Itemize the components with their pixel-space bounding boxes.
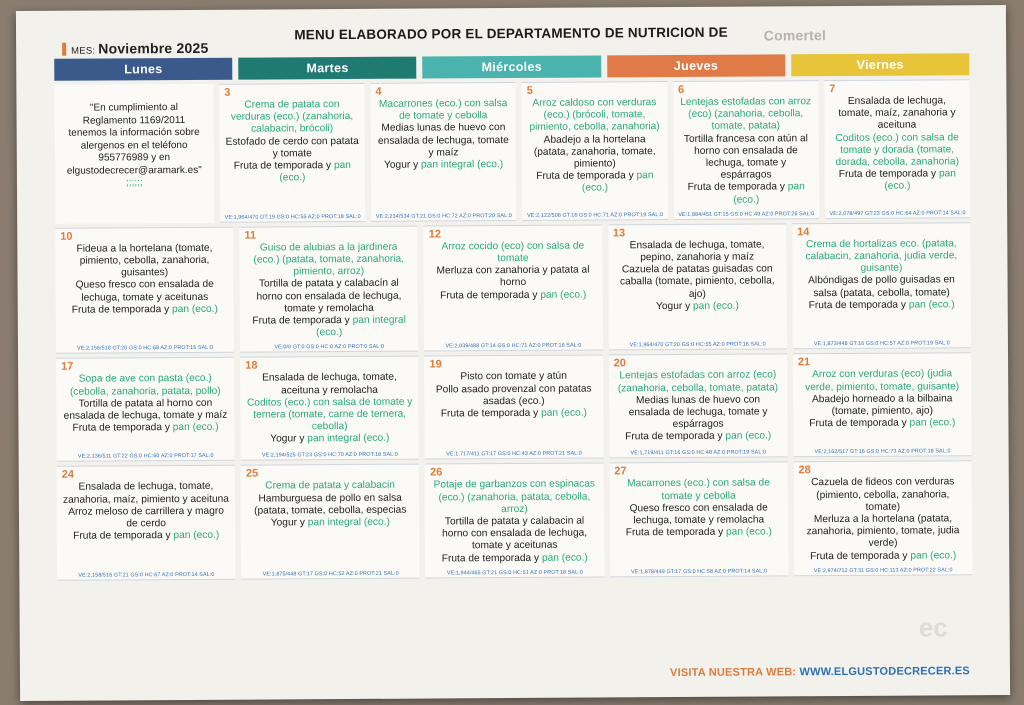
nutrition-values: VE:2,078/497 GT:23 GS:0 HC:64 AZ:0 PROT:14 SAL:0 <box>829 210 966 217</box>
weekday-header-2: Miércoles <box>423 55 601 78</box>
menu-day-cell <box>608 223 787 351</box>
dish-line-eco-part: pan (eco.) <box>884 168 956 193</box>
dish-line: Yogur y pan integral (eco.) <box>270 516 390 529</box>
dish-line: Macarrones (eco.) con salsa de tomate y cebolla <box>627 477 770 502</box>
nutrition-values: VE:2,234/534 GT:21 GS:0 HC:72 AZ:0 PROT:20 SAL:0 <box>375 212 512 220</box>
menu-day-cell <box>424 224 603 352</box>
month-label: MES: <box>71 45 96 57</box>
dish-line: Fruta de temporada y pan (eco.) <box>625 526 772 539</box>
menu-day-cell <box>609 462 788 578</box>
nutrition-values: VE:1,719/411 GT:16 GS:0 HC:48 AZ:0 PROT:19 SAL:0 <box>630 449 767 457</box>
dish-line: Fruta de temporada y pan (eco.) <box>440 289 587 302</box>
month-tick-icon <box>62 43 66 56</box>
menu-day-cell <box>673 80 819 220</box>
menu-day-cell <box>793 353 972 458</box>
nutrition-values: VE:2,162/517 GT:16 GS:0 HC:73 AZ:0 PROT:18 SAL:0 <box>814 448 951 456</box>
day-number: 28 <box>798 464 811 477</box>
menu-day-cell <box>793 461 972 577</box>
menu-day-cell <box>55 227 234 355</box>
day-number: 10 <box>60 230 73 243</box>
dish-line: Medias lunas de huevo con ensalada de lechuga, tomate y espárragos <box>628 394 768 431</box>
footer-url[interactable]: WWW.ELGUSTODECRECER.ES <box>799 665 970 679</box>
nutrition-values: VE:1,944/465 GT:21 GS:0 HC:51 AZ:0 PROT:18 SAL:0 <box>446 569 583 577</box>
footer-web <box>670 665 970 679</box>
dish-line: Fruta de temporada y pan (eco.) <box>625 430 772 443</box>
nutrition-values: VE:1,878/449 GT:17 GS:0 HC:58 AZ:0 PROT:14 SAL:0 <box>631 568 768 576</box>
dish-line: Arroz caldoso con verduras (eco.) (brócoli, tomate, pimiento, cebolla, zanahoria) <box>529 97 660 134</box>
nutrition-values: VE:2,156/516 GT:20 GS:0 HC:68 AZ:0 PROT:15 SAL:0 <box>77 345 214 353</box>
dish-line: Arroz meloso de carrillera y magro de cerdo <box>68 505 224 530</box>
day-number: 13 <box>612 227 626 240</box>
menu-day-cell <box>57 465 236 581</box>
menu-day-cell <box>609 354 788 459</box>
dish-line: Fruta de temporada y pan (eco.) <box>233 160 351 184</box>
week-row <box>57 461 973 581</box>
menu-day-cell <box>792 222 971 350</box>
dish-line: Abadejo a la hortelana (patata, zanahoria, tomate, pimiento) <box>533 133 656 170</box>
dish-line: Guiso de alubias a la jardinera (eco.) (patata, tomate, zanahoria, pimiento, arroz) <box>253 241 405 278</box>
dish-list <box>798 476 969 563</box>
dish-line-eco-part: pan (eco.) <box>725 526 772 538</box>
day-number: 19 <box>429 358 442 371</box>
menu-day-cell <box>424 355 603 460</box>
dish-line: Fideua a la hortelana (tomate, pimiento, cebolla, zanahoria, guisantes) <box>76 242 213 279</box>
dish-line-eco-part: pan (eco.) <box>173 530 220 542</box>
dish-list <box>429 478 600 565</box>
dish-line: Lentejas estofadas con arroz (eco) (zanahoria, cebolla, tomate, patata) <box>680 96 812 133</box>
dish-line-eco-part: pan integral (eco.) <box>316 314 406 339</box>
menu-day-cell <box>425 463 604 579</box>
nutrition-values: VE:1,964/470 GT:20 GS:0 HC:55 AZ:0 PROT:16 SAL:0 <box>629 341 766 349</box>
dish-list <box>526 96 664 195</box>
dish-line: Merluza a la hortelana (patata, zanahoria, pimiento, tomate, judia verde) <box>806 513 960 550</box>
nutrition-values: VE:2,039/488 GT:14 GS:0 HC:71 AZ:0 PROT:16 SAL:0 <box>445 343 582 350</box>
day-number: 5 <box>526 84 533 97</box>
page-title: MENU ELABORADO POR EL DEPARTAMENTO DE NUTRICION DE <box>294 24 728 43</box>
dish-line: Estofado de cerdo con patata y tomate <box>225 135 359 160</box>
dish-list <box>796 237 967 312</box>
dish-line: Pisto con tomate y atún <box>460 371 567 383</box>
dish-line: Crema de patata con verduras (eco.) (zanahoria, calabacin, brócoli) <box>230 99 354 136</box>
dish-line: Fruta de temporada y pan integral (eco.) <box>252 314 406 339</box>
nutrition-values: VE:1,873/448 GT:16 GS:0 HC:57 AZ:0 PROT:19 SAL:0 <box>813 340 950 348</box>
dish-line: Fruta de temporada y pan (eco.) <box>687 181 805 206</box>
dish-line: Tortilla de patata y calabacin al horno con ensalada de lechuga, tomate y aceitunas <box>442 515 588 552</box>
day-number: 6 <box>677 83 685 96</box>
dish-line: Fruta de temporada y pan (eco.) <box>838 168 956 193</box>
dish-line: Macarrones (eco.) con salsa de tomate y cebolla <box>378 98 508 122</box>
day-number: 17 <box>61 361 74 374</box>
dish-line: Arroz cocido (eco) con salsa de tomate <box>441 240 585 265</box>
nutrition-values: VE:2,194/525 GT:23 GS:0 HC:70 AZ:0 PROT:18 SAL:0 <box>261 452 398 459</box>
menu-day-cell <box>219 83 365 223</box>
dish-list <box>429 370 600 421</box>
allergen-note-dots: ;;;;;; <box>126 177 143 189</box>
dish-list <box>428 239 599 302</box>
weekday-header-0: Lunes <box>54 58 232 81</box>
dish-line: Tortilla de patata y calabacín al horno con ensalada de lechuga, tomate y remolacha <box>256 278 402 315</box>
dish-list <box>245 479 416 530</box>
watermark: ec <box>918 612 948 643</box>
footer-text: VISITA NUESTRA WEB: <box>669 666 800 680</box>
dish-line: Yogur y pan (eco.) <box>655 300 739 312</box>
dish-list <box>244 240 415 340</box>
dish-line: Fruta de temporada y pan (eco.) <box>71 303 218 316</box>
menu-day-cell <box>370 82 516 222</box>
menu-day-cell <box>240 356 419 461</box>
dish-line: Yogur y pan integral (eco.) <box>383 159 504 171</box>
day-number: 20 <box>613 357 626 370</box>
dish-line: Crema de hortalizas eco. (patata, calabacin, zanahoria, judia verde, guisante) <box>805 238 958 275</box>
weeks-container <box>54 79 972 580</box>
dish-line-eco-part: pan (eco.) <box>541 552 588 564</box>
menu-grid <box>54 53 972 580</box>
nutrition-values: VE:2,122/508 GT:16 GS:0 HC:71 AZ:0 PROT:19 SAL:0 <box>527 211 664 219</box>
dish-line: Fruta de temporada y pan (eco.) <box>808 299 955 312</box>
weekday-header-4: Viernes <box>791 53 969 76</box>
week-row <box>56 353 972 463</box>
nutrition-values: VE:1,875/448 GT:17 GS:0 HC:52 AZ:0 PROT:21 SAL:0 <box>262 570 399 578</box>
weekday-header-row <box>54 53 969 81</box>
dish-list <box>613 369 784 444</box>
dish-line-eco-part: pan (eco.) <box>540 289 587 301</box>
dish-line: Ensalada de lechuga, tomate, maíz, zanahoria y aceituna <box>838 95 956 132</box>
dish-line: Ensalada de lechuga, tomate, aceituna y remolacha <box>262 372 397 397</box>
dish-line-eco-part: pan integral (eco.) <box>307 433 390 445</box>
brand-logo: Comertel <box>763 27 827 44</box>
day-number: 26 <box>430 466 443 479</box>
day-number: 3 <box>224 86 231 99</box>
day-number: 18 <box>245 360 258 373</box>
day-number: 11 <box>244 229 257 242</box>
menu-day-cell <box>824 79 970 219</box>
dish-line-eco-part: pan (eco.) <box>171 303 218 315</box>
day-number: 21 <box>797 356 811 369</box>
nutrition-values: VE:1,717/411 GT:17 GS:0 HC:43 AZ:0 PROT:21 SAL:0 <box>446 451 582 458</box>
dish-list <box>59 242 230 317</box>
dish-list <box>613 477 784 540</box>
dish-list <box>612 238 783 313</box>
dish-line: Coditos (eco.) con salsa de tomate y ternera (tomate, carne de ternera, cebolla) <box>246 396 413 433</box>
dish-line-eco-part: pan (eco.) <box>172 422 219 434</box>
dish-line: Potaje de garbanzos con espinacas (eco.) (zanahoria, patata, cebolla, arroz) <box>433 478 596 515</box>
nutrition-values: VE:2,136/511 GT:22 GS:0 HC:60 AZ:0 PROT:17 SAL:0 <box>77 453 214 461</box>
day-number: 4 <box>375 85 382 98</box>
nutrition-values: VE:1,964/470 GT:19 GS:0 HC:55 AZ:0 PROT:18 SAL:0 <box>224 213 361 221</box>
dish-line: Arroz con verduras (eco) (judia verde, pimiento, tomate, guisante) <box>805 368 960 393</box>
dish-line: Queso fresco con ensalada de lechuga, tomate y remolacha <box>629 502 768 527</box>
dish-line: Ensalada de lechuga, tomate, zanahoria, maíz, pimiento y aceituna <box>62 481 229 506</box>
dish-line: Fruta de temporada y pan (eco.) <box>72 422 219 434</box>
day-number: 27 <box>614 465 627 478</box>
dish-line: Pollo asado provenzal con patatas asadas (eco.) <box>435 383 592 408</box>
nutrition-values: VE:1,884/451 GT:15 GS:0 HC:49 AZ:0 PROT:26 SAL:0 <box>678 210 815 218</box>
nutrition-values: VE:2,158/516 GT:21 GS:0 HC:67 AZ:0 PROT:14 SAL:0 <box>78 571 215 579</box>
dish-line: Yogur y pan integral (eco.) <box>270 433 390 445</box>
dish-line: Fruta de temporada y pan (eco.) <box>536 170 654 194</box>
dish-line: Fruta de temporada y pan (eco.) <box>441 552 588 565</box>
dish-list <box>797 368 968 431</box>
menu-day-cell <box>239 225 418 353</box>
dish-line: Cazuela de fideos con verduras (pimiento, cebolla, zanahoria, tomate) <box>811 476 955 513</box>
allergen-note-cell <box>54 84 214 224</box>
dish-line: Abadejo horneado a la bilbaina (tomate, pimiento, ajo) <box>811 393 953 418</box>
dish-line: Fruta de temporada y pan (eco.) <box>440 407 587 420</box>
dish-line: Queso fresco con ensalada de lechuga, tomate y aceitunas <box>75 279 214 304</box>
dish-line-eco-part: pan integral (eco.) <box>307 516 390 529</box>
dish-line-eco-part: pan (eco.) <box>909 417 956 429</box>
week-row <box>54 79 970 223</box>
dish-line: Ensalada de lechuga, tomate, pepino, zanahoria y maíz <box>629 239 765 264</box>
dish-line: Crema de patata y calabacin <box>265 480 395 492</box>
day-number: 12 <box>428 228 441 241</box>
dish-line: Hamburguesa de pollo en salsa (patata, tomate, cebolla, especias <box>254 492 407 517</box>
dish-line: Sopa de ave con pasta (eco.) (cebolla, zanahoria, patata, pollo) <box>69 373 221 398</box>
dish-line: Fruta de temporada y pan (eco.) <box>810 549 957 562</box>
nutrition-values: VE:0/0 GT:0 GS:0 HC:0 AZ:0 PROT:0 SAL:0 <box>274 344 385 351</box>
weekday-header-3: Jueves <box>607 54 785 77</box>
menu-sheet <box>16 5 1010 701</box>
week-row <box>55 222 971 354</box>
dish-list <box>677 95 815 207</box>
dish-line: Fruta de temporada y pan (eco.) <box>73 530 220 542</box>
dish-list <box>244 371 415 446</box>
day-number: 14 <box>797 226 810 239</box>
dish-line: Coditos (eco.) con salsa de tomate y dorada (tomate, dorada, cebolla, zanahoria) <box>835 131 960 169</box>
dish-list <box>60 372 231 435</box>
nutrition-values: VE:2,974/712 GT:31 GS:0 HC:113 AZ:0 PROT:22 SAL:0 <box>813 567 953 575</box>
dish-line: Albóndigas de pollo guisadas en salsa (patata, cebolla, tomate) <box>808 274 955 299</box>
dish-line-eco-part: pan (eco.) <box>733 181 805 206</box>
month-value: Noviembre 2025 <box>98 39 209 57</box>
dish-line-eco-part: pan (eco.) <box>908 299 955 311</box>
dish-line: Tortilla francesa con atún al horno con ensalada de lechuga, tomate y espárragos <box>683 132 808 181</box>
dish-list <box>828 94 966 193</box>
day-number: 24 <box>61 469 75 482</box>
dish-list <box>61 480 232 543</box>
dish-line: Medias lunas de huevo con ensalada de lechuga, tomate y maíz <box>377 122 509 159</box>
dish-list <box>223 98 361 185</box>
dish-line: Cazuela de patatas guisadas con caballa (tomate, pimiento, cebolla, ajo) <box>619 263 775 300</box>
day-number: 25 <box>245 468 259 481</box>
dish-line: Merluza con zanahoria y patata al horno <box>436 264 590 289</box>
dish-line-eco-part: pan integral (eco.) <box>420 159 504 171</box>
dish-line-eco-part: pan (eco.) <box>692 300 739 312</box>
dish-line-eco-part: pan (eco.) <box>581 170 654 194</box>
allergen-note: "En cumplimiento al Reglamento 1169/2011 tenemos la información sobre alergenos en el teléfono 955776989 y en elgustodecrecer@aramark.es" ;;;;;; <box>66 102 202 189</box>
dish-line-eco-part: pan (eco.) <box>279 160 351 184</box>
dish-line-eco-part: pan (eco.) <box>910 549 957 562</box>
dish-line: Lentejas estofadas con arroz (eco) (zanahoria, cebolla, tomate, patata) <box>617 369 779 395</box>
dish-line-eco-part: pan (eco.) <box>725 430 772 443</box>
dish-line-eco-part: pan (eco.) <box>541 407 587 419</box>
dish-line: Tortilla de patata al horno con ensalada de lechuga, tomate y maíz <box>63 397 228 422</box>
menu-day-cell <box>241 464 420 580</box>
menu-day-cell <box>56 357 235 462</box>
menu-day-cell <box>522 81 668 221</box>
dish-list <box>375 97 513 172</box>
day-number: 7 <box>829 83 836 96</box>
weekday-header-1: Martes <box>238 57 416 80</box>
dish-line: Fruta de temporada y pan (eco.) <box>809 417 956 430</box>
